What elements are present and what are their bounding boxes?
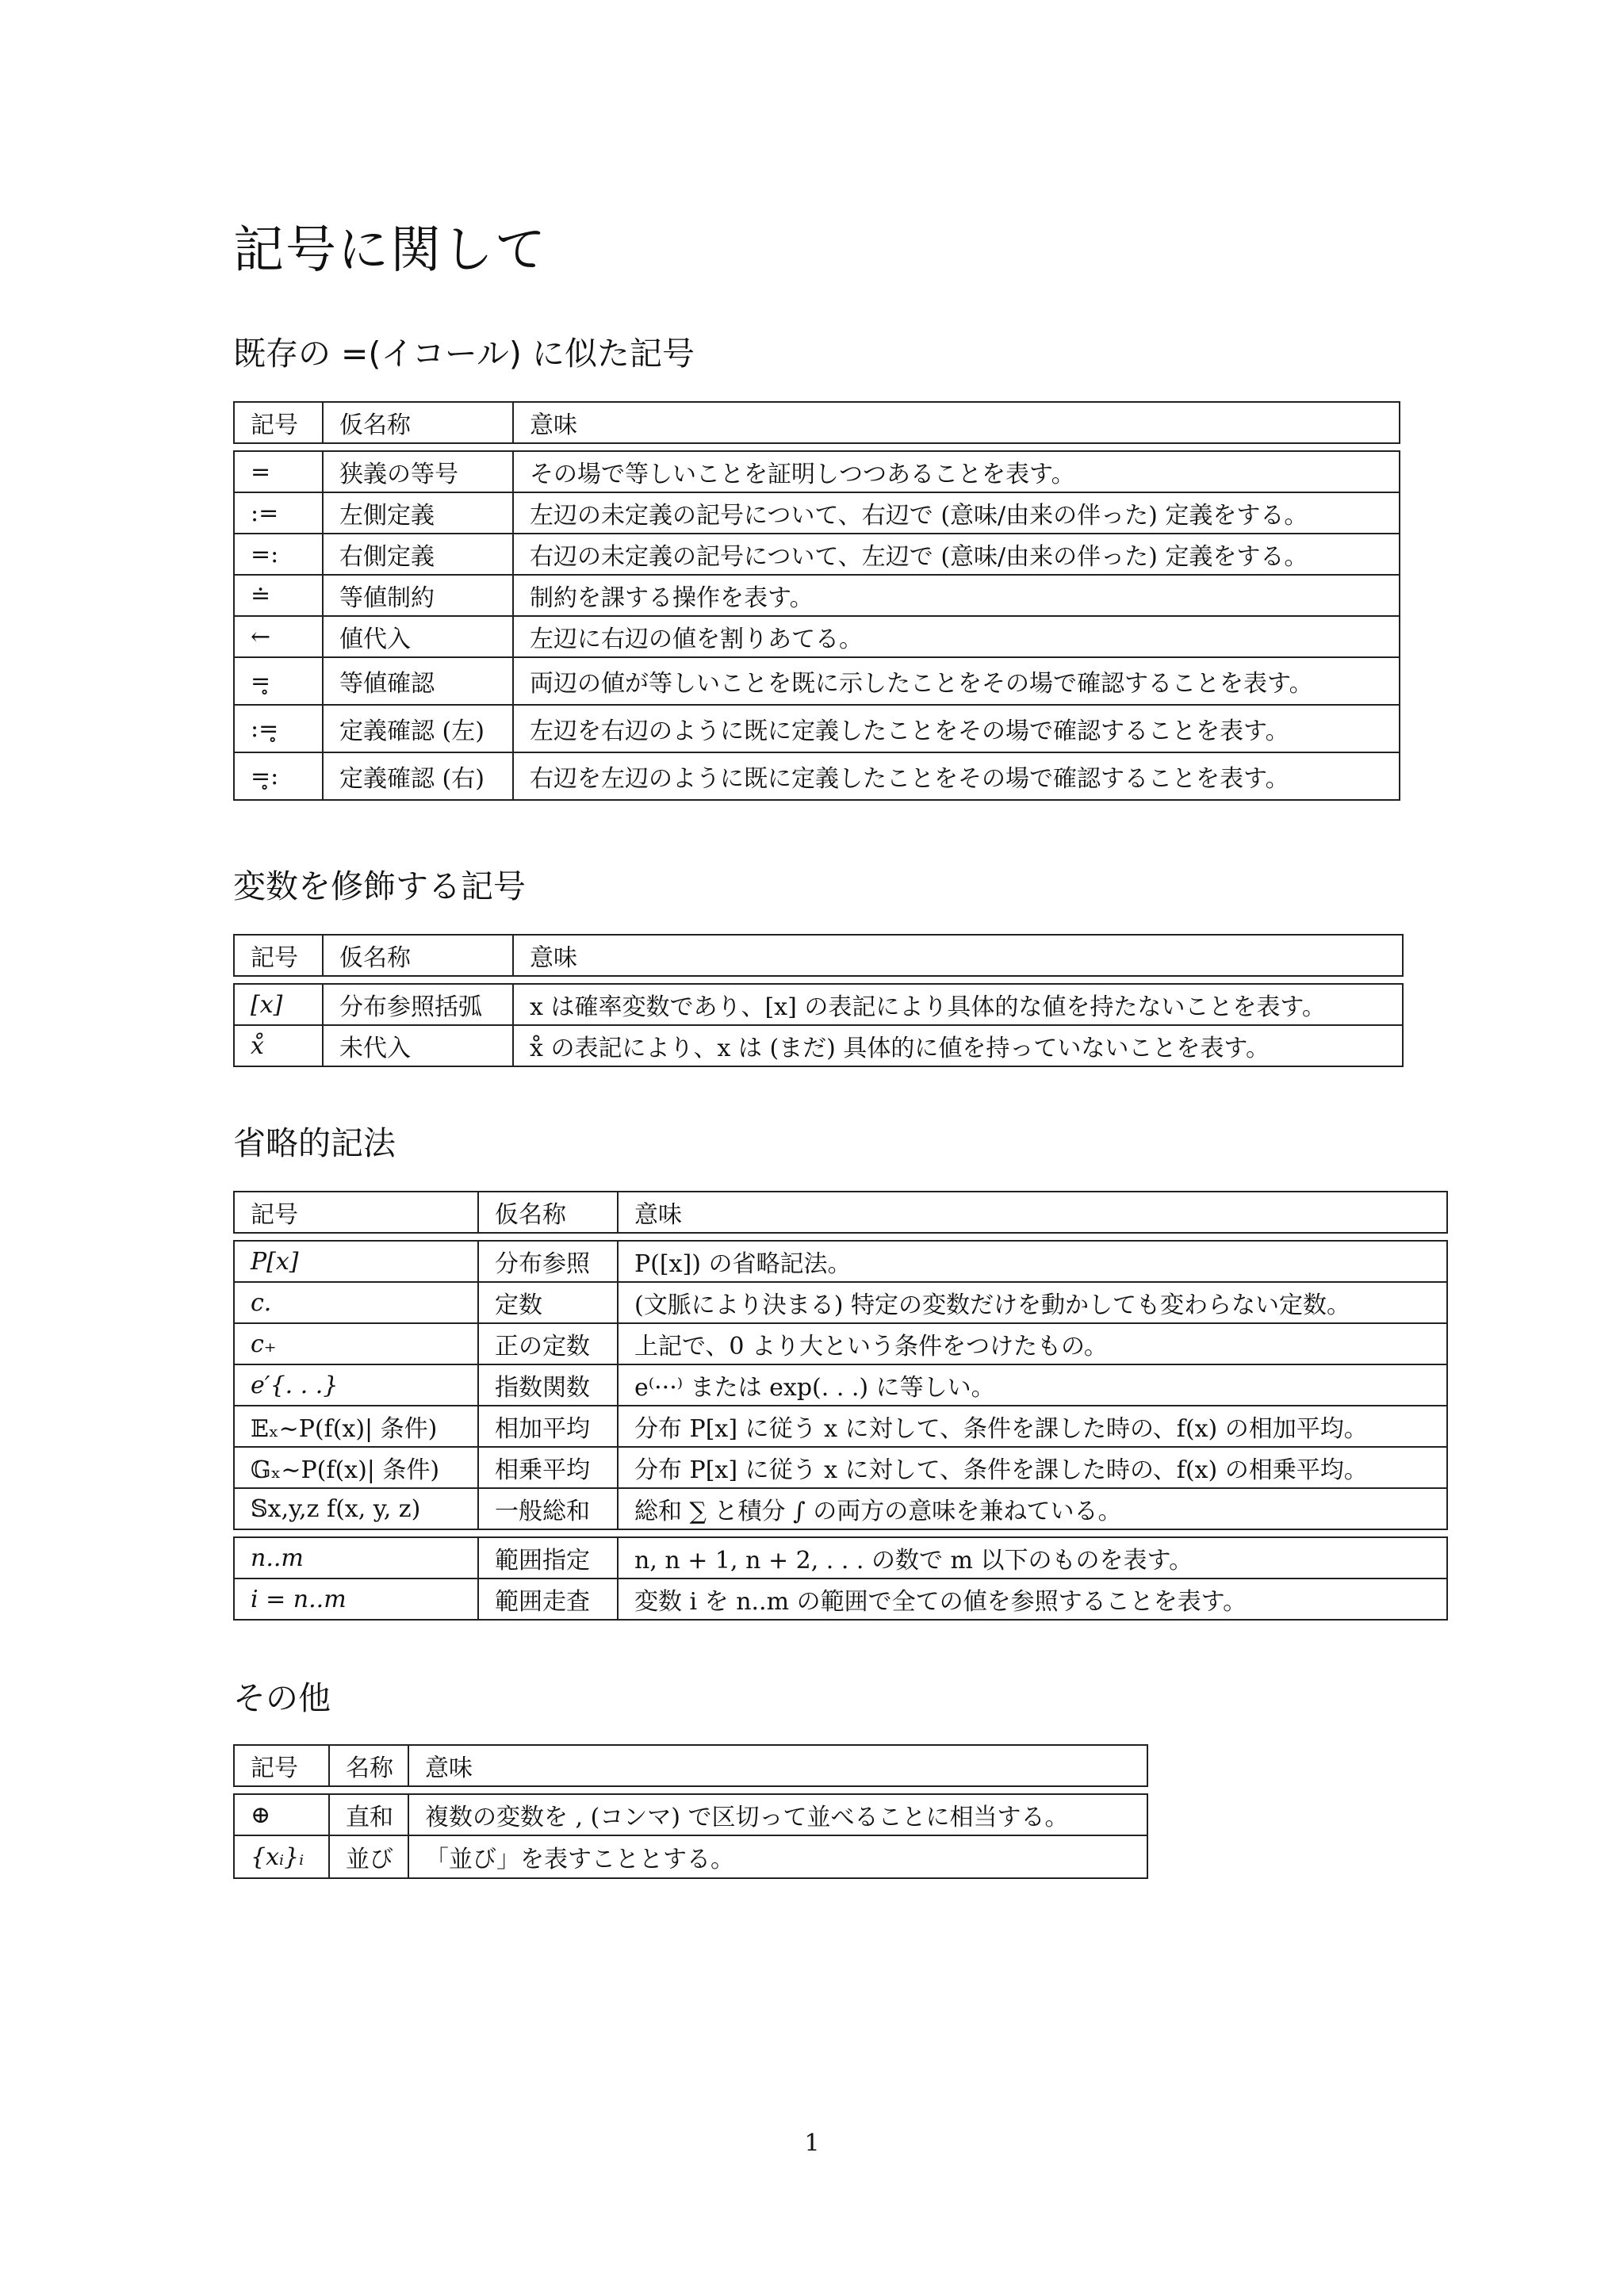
table-row [233, 1487, 1448, 1530]
meaning-cell: 左辺を右辺のように既に定義したことをその場で確認することを表す。 [512, 706, 1399, 752]
table-abbreviated-notation [233, 1191, 1448, 1621]
meaning-cell: 分布 P[x] に従う x に対して、条件を課した時の、f(x) の相加平均。 [617, 1406, 1446, 1446]
symbol-cell: ≐ [251, 581, 271, 610]
meaning-cell: 上記で、0 より大という条件をつけたもの。 [617, 1324, 1446, 1364]
name-cell: 未代入 [322, 1026, 512, 1066]
section-heading-equal-like: 既存の =(イコール) に似た記号 [233, 335, 695, 373]
name-cell: 等値制約 [322, 576, 512, 615]
name-cell: 分布参照 [477, 1242, 617, 1281]
table-row [233, 1322, 1448, 1365]
section-heading-abbreviated-notation: 省略的記法 [233, 1124, 396, 1162]
symbol-cell: {xᵢ}ᵢ [251, 1843, 304, 1871]
table-header-row [233, 1744, 1148, 1787]
symbol-cell: :=̥ [251, 714, 279, 743]
table-row [233, 704, 1400, 753]
symbol-cell: c₊ [251, 1330, 277, 1358]
name-cell: 直和 [328, 1795, 408, 1835]
column-header-symbol: 記号 [251, 411, 298, 439]
table-header-row [233, 934, 1404, 977]
meaning-cell: e⁽···⁾ または exp(. . .) に等しい。 [617, 1365, 1446, 1405]
table-row [233, 492, 1400, 534]
name-cell: 並び [328, 1836, 408, 1877]
table-row [233, 1578, 1448, 1621]
section-heading-variable-modifiers: 変数を修飾する記号 [233, 867, 526, 905]
meaning-cell: 「並び」を表すこととする。 [408, 1836, 1147, 1877]
meaning-cell: x は確率変数であり、[x] の表記により具体的な値を持たないことを表す。 [512, 985, 1402, 1024]
meaning-cell: P([x]) の省略記法。 [617, 1242, 1446, 1281]
name-cell: 定数 [477, 1283, 617, 1322]
table-row [233, 1281, 1448, 1324]
table-others [233, 1744, 1148, 1879]
column-header-meaning: 意味 [408, 1746, 1147, 1785]
symbol-cell: =̥ [251, 667, 271, 695]
name-cell: 定義確認 (左) [322, 706, 512, 752]
table-row [233, 1240, 1448, 1283]
name-cell: 一般総和 [477, 1489, 617, 1529]
table-row [233, 574, 1400, 617]
name-cell: 狭義の等号 [322, 452, 512, 492]
meaning-cell: 左辺の未定義の記号について、右辺で (意味/由来の伴った) 定義をする。 [512, 493, 1399, 533]
name-cell: 値代入 [322, 617, 512, 656]
page-title: 記号に関して [233, 221, 547, 280]
table-row [233, 1536, 1448, 1579]
table-row [233, 615, 1400, 658]
meaning-cell: (文脈により決まる) 特定の変数だけを動かしても変わらない定数。 [617, 1283, 1446, 1322]
meaning-cell: 両辺の値が等しいことを既に示したことをその場で確認することを表す。 [512, 658, 1399, 704]
symbol-cell: 𝔾ₓ∼P(f(x)| 条件) [251, 1456, 440, 1484]
meaning-cell: n, n + 1, n + 2, . . . の数で m 以下のものを表す。 [617, 1538, 1446, 1578]
symbol-cell: =: [251, 540, 279, 568]
table-row [233, 1835, 1148, 1879]
name-cell: 範囲走査 [477, 1579, 617, 1619]
symbol-cell: [x] [251, 990, 283, 1019]
meaning-cell: 複数の変数を , (コンマ) で区切って並べることに相当する。 [408, 1795, 1147, 1835]
name-cell: 定義確認 (右) [322, 753, 512, 799]
meaning-cell: 右辺を左辺のように既に定義したことをその場で確認することを表す。 [512, 753, 1399, 799]
column-header-meaning: 意味 [512, 403, 1399, 442]
table-row [233, 1364, 1448, 1406]
table-header-row [233, 1191, 1448, 1234]
symbol-cell: ← [251, 622, 271, 651]
meaning-cell: 右辺の未定義の記号について、左辺で (意味/由来の伴った) 定義をする。 [512, 534, 1399, 574]
symbol-cell: c. [251, 1288, 272, 1317]
name-cell: 等値確認 [322, 658, 512, 704]
meaning-cell: その場で等しいことを証明しつつあることを表す。 [512, 452, 1399, 492]
page-number: 1 [804, 2130, 820, 2157]
table-row [233, 752, 1400, 801]
meaning-cell: 制約を課する操作を表す。 [512, 576, 1399, 615]
column-header-symbol: 記号 [251, 1201, 298, 1229]
meaning-cell: 総和 ∑ と積分 ∫ の両方の意味を兼ねている。 [617, 1489, 1446, 1529]
symbol-cell: i = n..m [251, 1585, 347, 1613]
column-header-symbol: 記号 [251, 944, 298, 972]
table-row [233, 1405, 1448, 1448]
column-header-name: 仮名称 [322, 936, 512, 975]
symbol-cell: 𝔼ₓ∼P(f(x)| 条件) [251, 1415, 438, 1443]
name-cell: 相加平均 [477, 1406, 617, 1446]
column-header-meaning: 意味 [512, 936, 1402, 975]
table-row [233, 1793, 1148, 1836]
column-header-name: 仮名称 [322, 403, 512, 442]
name-cell: 相乗平均 [477, 1448, 617, 1487]
meaning-cell: 分布 P[x] に従う x に対して、条件を課した時の、f(x) の相乗平均。 [617, 1448, 1446, 1487]
table-variable-modifiers [233, 934, 1404, 1067]
table-row [233, 656, 1400, 706]
symbol-cell: n..m [251, 1544, 304, 1572]
meaning-cell: x̊ の表記により、x は (まだ) 具体的に値を持っていないことを表す。 [512, 1026, 1402, 1066]
column-header-name: 仮名称 [477, 1192, 617, 1232]
symbol-cell: P[x] [251, 1247, 299, 1276]
table-equal-like-symbols [233, 401, 1400, 801]
table-row [233, 1024, 1404, 1067]
symbol-cell: ⊕ [251, 1800, 271, 1829]
table-row [233, 450, 1400, 493]
name-cell: 範囲指定 [477, 1538, 617, 1578]
name-cell: 正の定数 [477, 1324, 617, 1364]
meaning-cell: 変数 i を n..m の範囲で全ての値を参照することを表す。 [617, 1579, 1446, 1619]
meaning-cell: 左辺に右辺の値を割りあてる。 [512, 617, 1399, 656]
column-header-name: 名称 [328, 1746, 408, 1785]
symbol-cell: x̊ [251, 1031, 264, 1060]
table-row [233, 533, 1400, 576]
column-header-symbol: 記号 [251, 1755, 298, 1782]
symbol-cell: = [251, 457, 271, 486]
section-heading-others: その他 [233, 1679, 331, 1717]
column-header-meaning: 意味 [617, 1192, 1446, 1232]
symbol-cell: e′{. . .} [251, 1371, 339, 1399]
name-cell: 分布参照括弧 [322, 985, 512, 1024]
name-cell: 指数関数 [477, 1365, 617, 1405]
symbol-cell: 𝕊x,y,z f(x, y, z) [251, 1494, 421, 1523]
name-cell: 左側定義 [322, 493, 512, 533]
table-header-row [233, 401, 1400, 444]
name-cell: 右側定義 [322, 534, 512, 574]
table-row [233, 983, 1404, 1026]
symbol-cell: := [251, 499, 279, 527]
table-row [233, 1446, 1448, 1489]
symbol-cell: =̥: [251, 762, 279, 790]
